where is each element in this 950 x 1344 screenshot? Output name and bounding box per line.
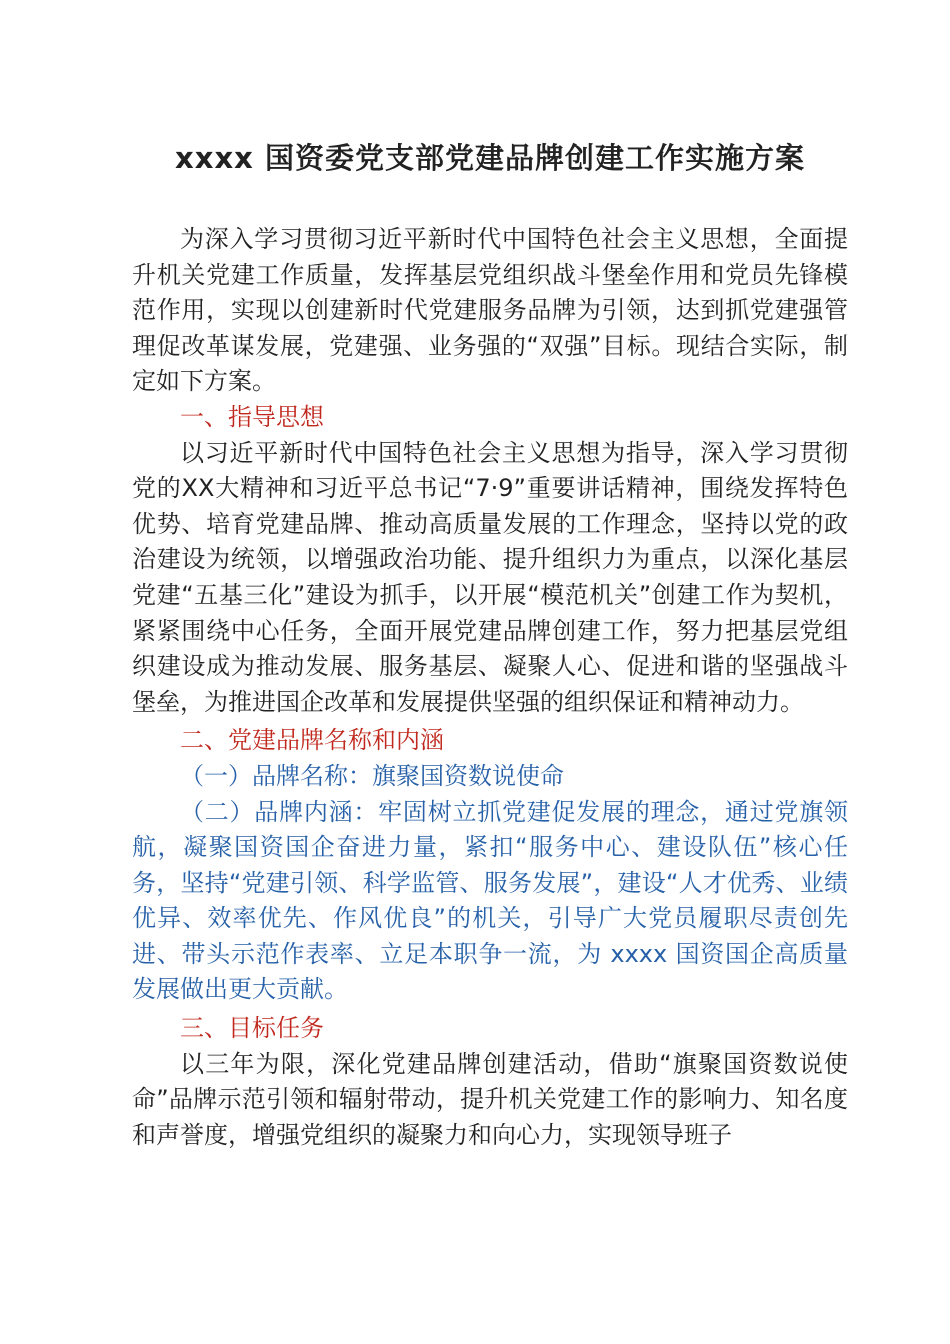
section-heading-guiding-ideology: 一、指导思想 bbox=[180, 402, 324, 431]
intro-paragraph: 为深入学习贯彻习近平新时代中国特色社会主义思想，全面提升机关党建工作质量，发挥基层党组织战斗堡垒作用和党员先锋模范作用，实现以创建新时代党建服务品牌为引领，达到抓党建强管理促改革谋发展，党建强、业务强的“双强”目标。现结合实际，制定如下方案。 bbox=[132, 225, 848, 396]
document-page bbox=[132, 136, 848, 1153]
section-heading-goals: 三、目标任务 bbox=[180, 1014, 324, 1043]
section-heading-brand-name: 二、党建品牌名称和内涵 bbox=[180, 726, 444, 755]
document-title: xxxx 国资委党支部党建品牌创建工作实施方案 bbox=[175, 141, 805, 175]
goals-paragraph: 以三年为限，深化党建品牌创建活动，借助“旗聚国资数说使命”品牌示范引领和辐射带动，提升机关党建工作的影响力、知名度和声誉度，增强党组织的凝聚力和向心力，实现领导班子 bbox=[132, 1049, 848, 1149]
guiding-ideology-paragraph: 以习近平新时代中国特色社会主义思想为指导，深入学习贯彻党的XX大精神和习近平总书记“7·9”重要讲话精神，围绕发挥特色优势、培育党建品牌、推动高质量发展的工作理念，坚持以党的政治建设为统领，以增强政治功能、提升组织力为重点，以深化基层党建“五基三化”建设为抓手，以开展“模范机关”创建工作为契机，紧紧围绕中心任务，全面开展党建品牌创建工作，努力把基层党组织建设成为推动发展、服务基层、凝聚人心、促进和谐的坚强战斗堡垒，为推进国企改革和发展提供坚强的组织保证和精神动力。 bbox=[132, 438, 848, 716]
brand-name-item: （一）品牌名称：旗聚国资数说使命 bbox=[180, 761, 564, 790]
brand-connotation-item: （二）品牌内涵：牢固树立抓党建促发展的理念，通过党旗领航，凝聚国资国企奋进力量，紧扣“服务中心、建设队伍”核心任务，坚持“党建引领、科学监管、服务发展”，建设“人才优秀、业绩优异、效率优先、作风优良”的机关，引导广大党员履职尽责创先进、带头示范作表率、立足本职争一流，为 xxxx 国资国企高质量发展做出更大贡献。 bbox=[132, 797, 848, 1004]
